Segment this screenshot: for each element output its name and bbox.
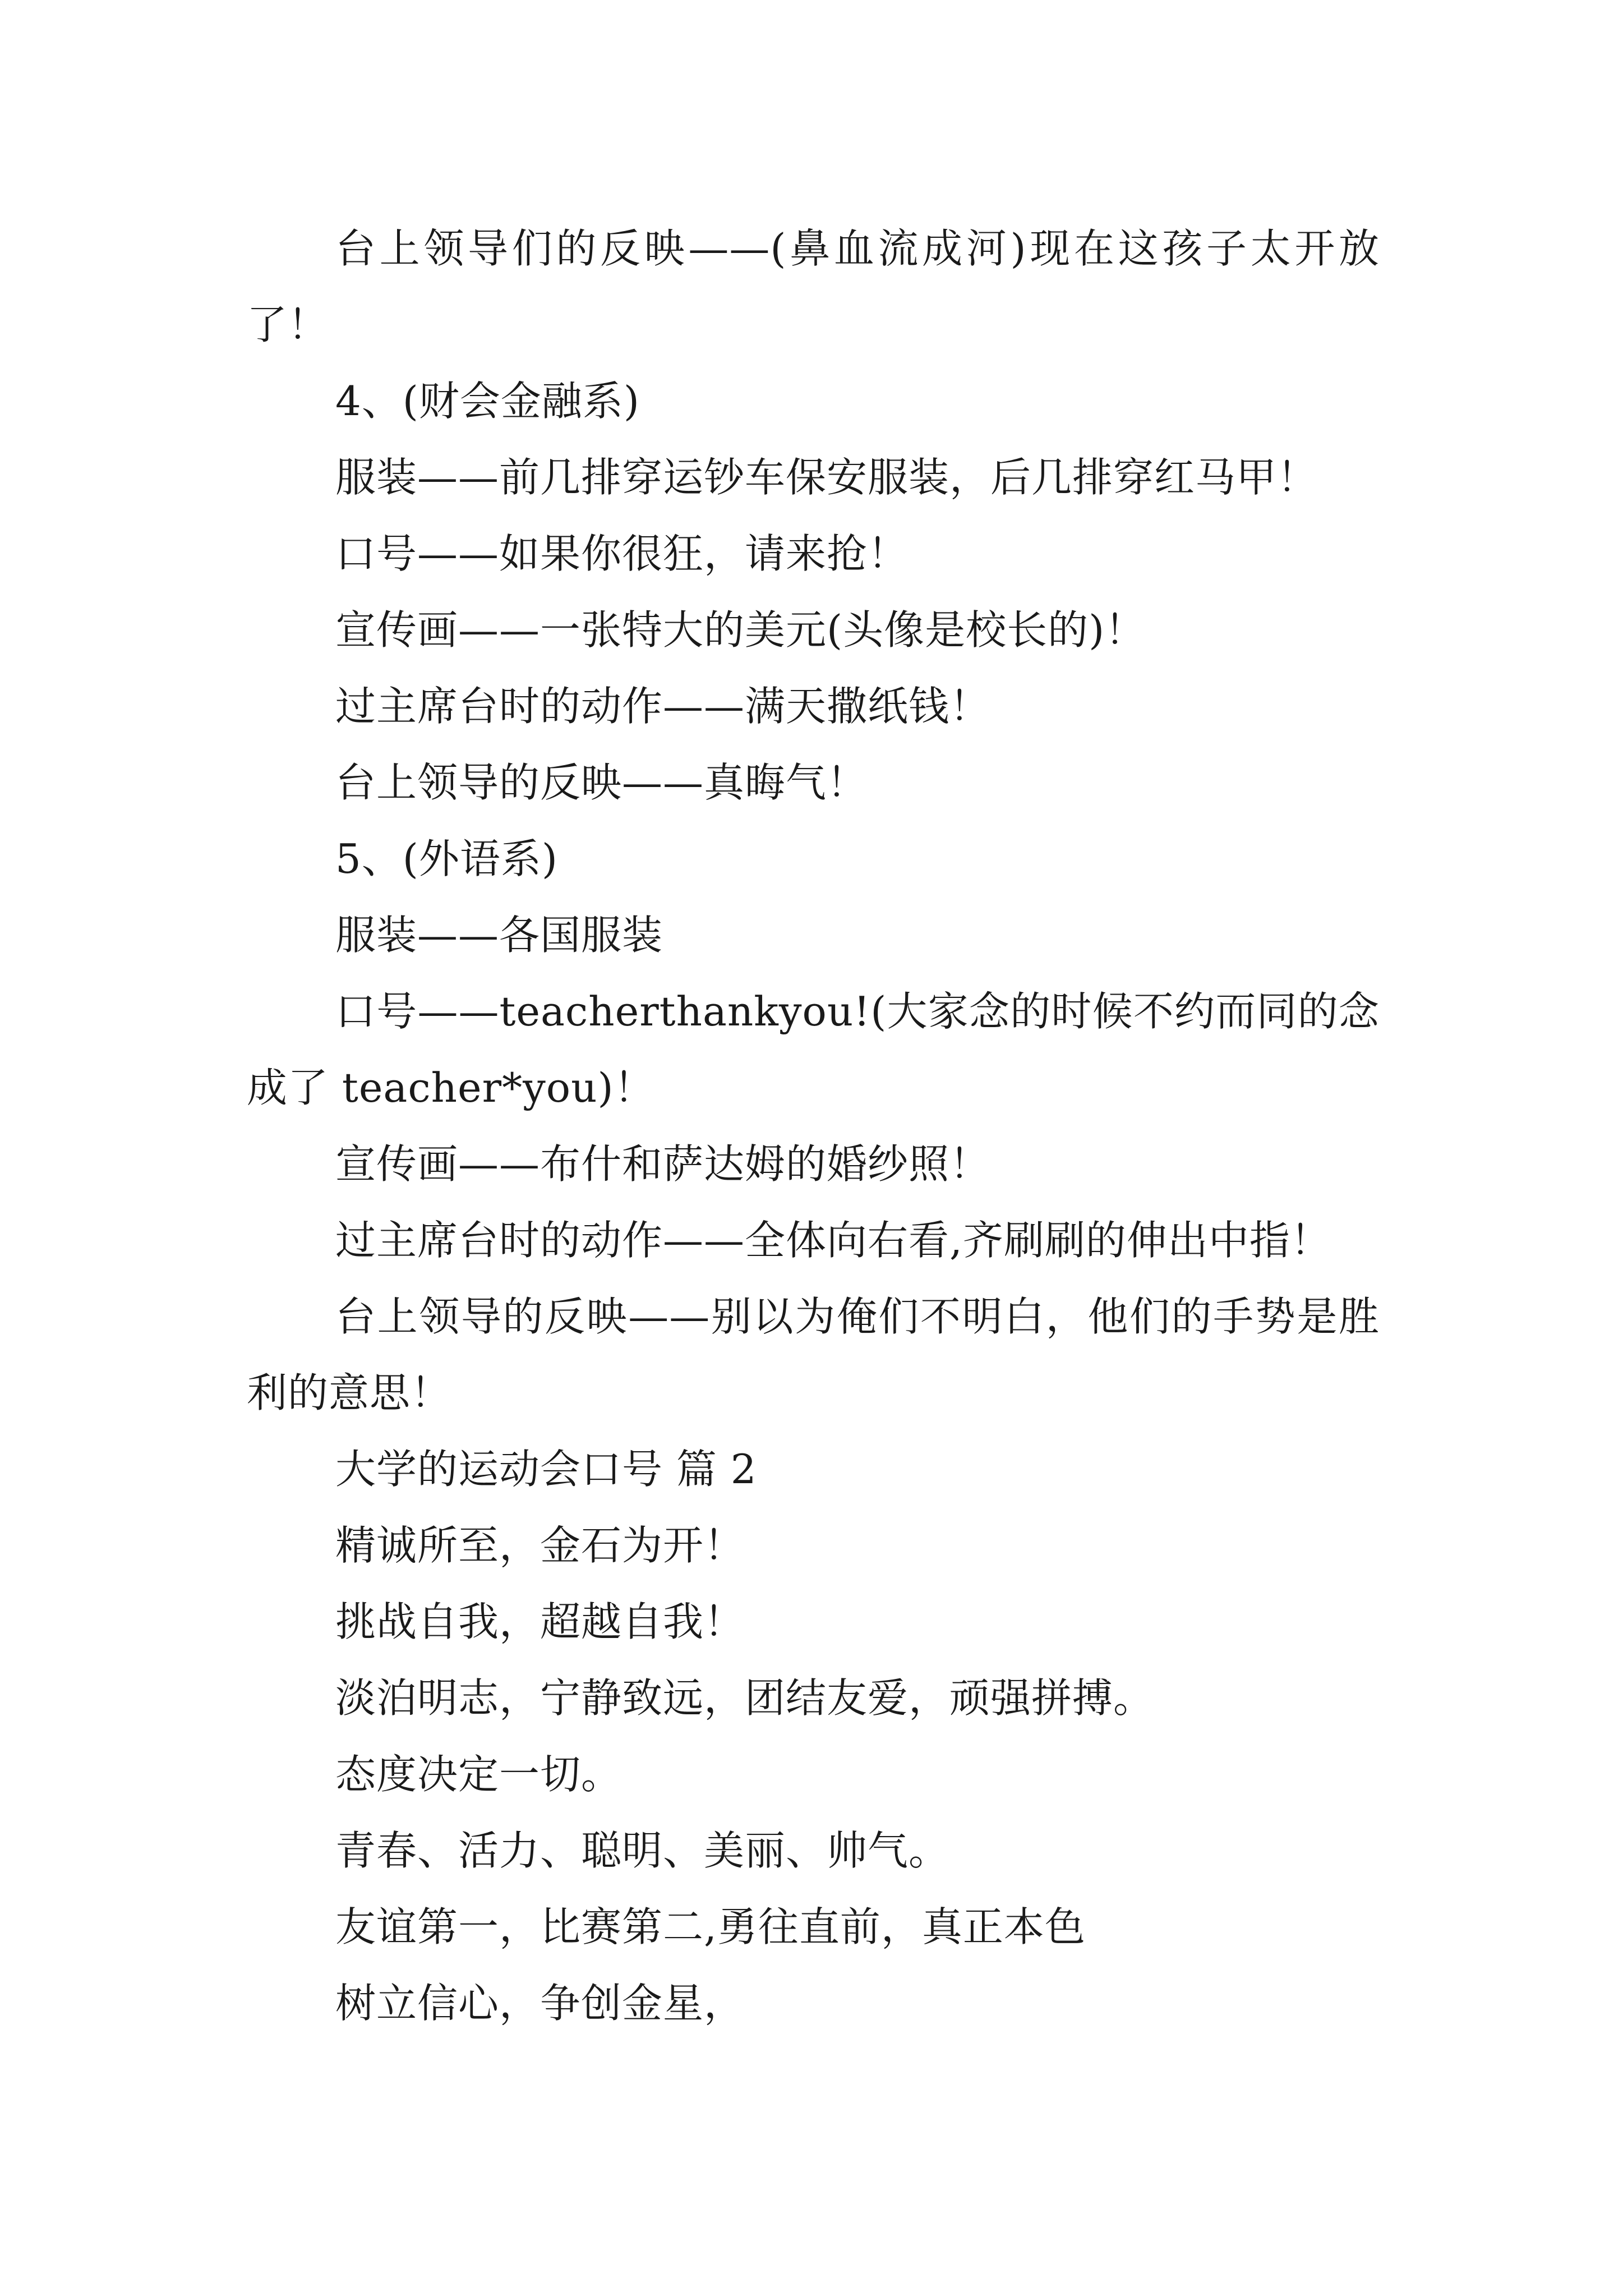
slogan-line: 态度决定一切。	[335, 1751, 623, 1798]
section-title: 大学的运动会口号 篇 2	[335, 1446, 757, 1493]
paragraph: 过主席台时的动作——满天撒纸钱！	[335, 683, 991, 730]
section-heading: 4、(财会金融系)	[335, 378, 640, 425]
slogan-line: 树立信心，争创金星，	[335, 1980, 745, 2027]
paragraph: 台上领导的反映——真晦气！	[335, 759, 868, 806]
paragraph: 宣传画——布什和萨达姆的婚纱照！	[335, 1140, 991, 1188]
slogan-line: 精诚所至，金石为开！	[335, 1522, 745, 1569]
paragraph: 台上领导们的反映——(鼻血流成河)现在这孩子太开放了！	[247, 225, 1380, 348]
paragraph: 口号——如果你很狂，请来抢！	[335, 530, 909, 577]
paragraph: 台上领导的反映——别以为俺们不明白，他们的手势是胜利的意思！	[247, 1293, 1380, 1416]
paragraph: 宣传画——一张特大的美元(头像是校长的)！	[335, 606, 1146, 654]
paragraph: 服装——前几排穿运钞车保安服装，后几排穿红马甲！	[335, 454, 1318, 501]
slogan-line: 友谊第一，比赛第二,勇往直前，真正本色	[335, 1903, 1086, 1950]
document-body	[247, 210, 1380, 2041]
paragraph: 口号——teacherthankyou!(大家念的时候不约而同的念成了 teacher*you)！	[247, 988, 1380, 1111]
slogan-line: 淡泊明志，宁静致远，团结友爱，顽强拼搏。	[335, 1674, 1155, 1722]
section-heading: 5、(外语系)	[335, 835, 558, 882]
paragraph: 过主席台时的动作——全体向右看,齐刷刷的伸出中指！	[335, 1217, 1331, 1264]
paragraph: 服装——各国服装	[335, 912, 663, 959]
slogan-line: 挑战自我，超越自我！	[335, 1598, 745, 1645]
slogan-line: 青春、活力、聪明、美丽、帅气。	[335, 1827, 950, 1874]
